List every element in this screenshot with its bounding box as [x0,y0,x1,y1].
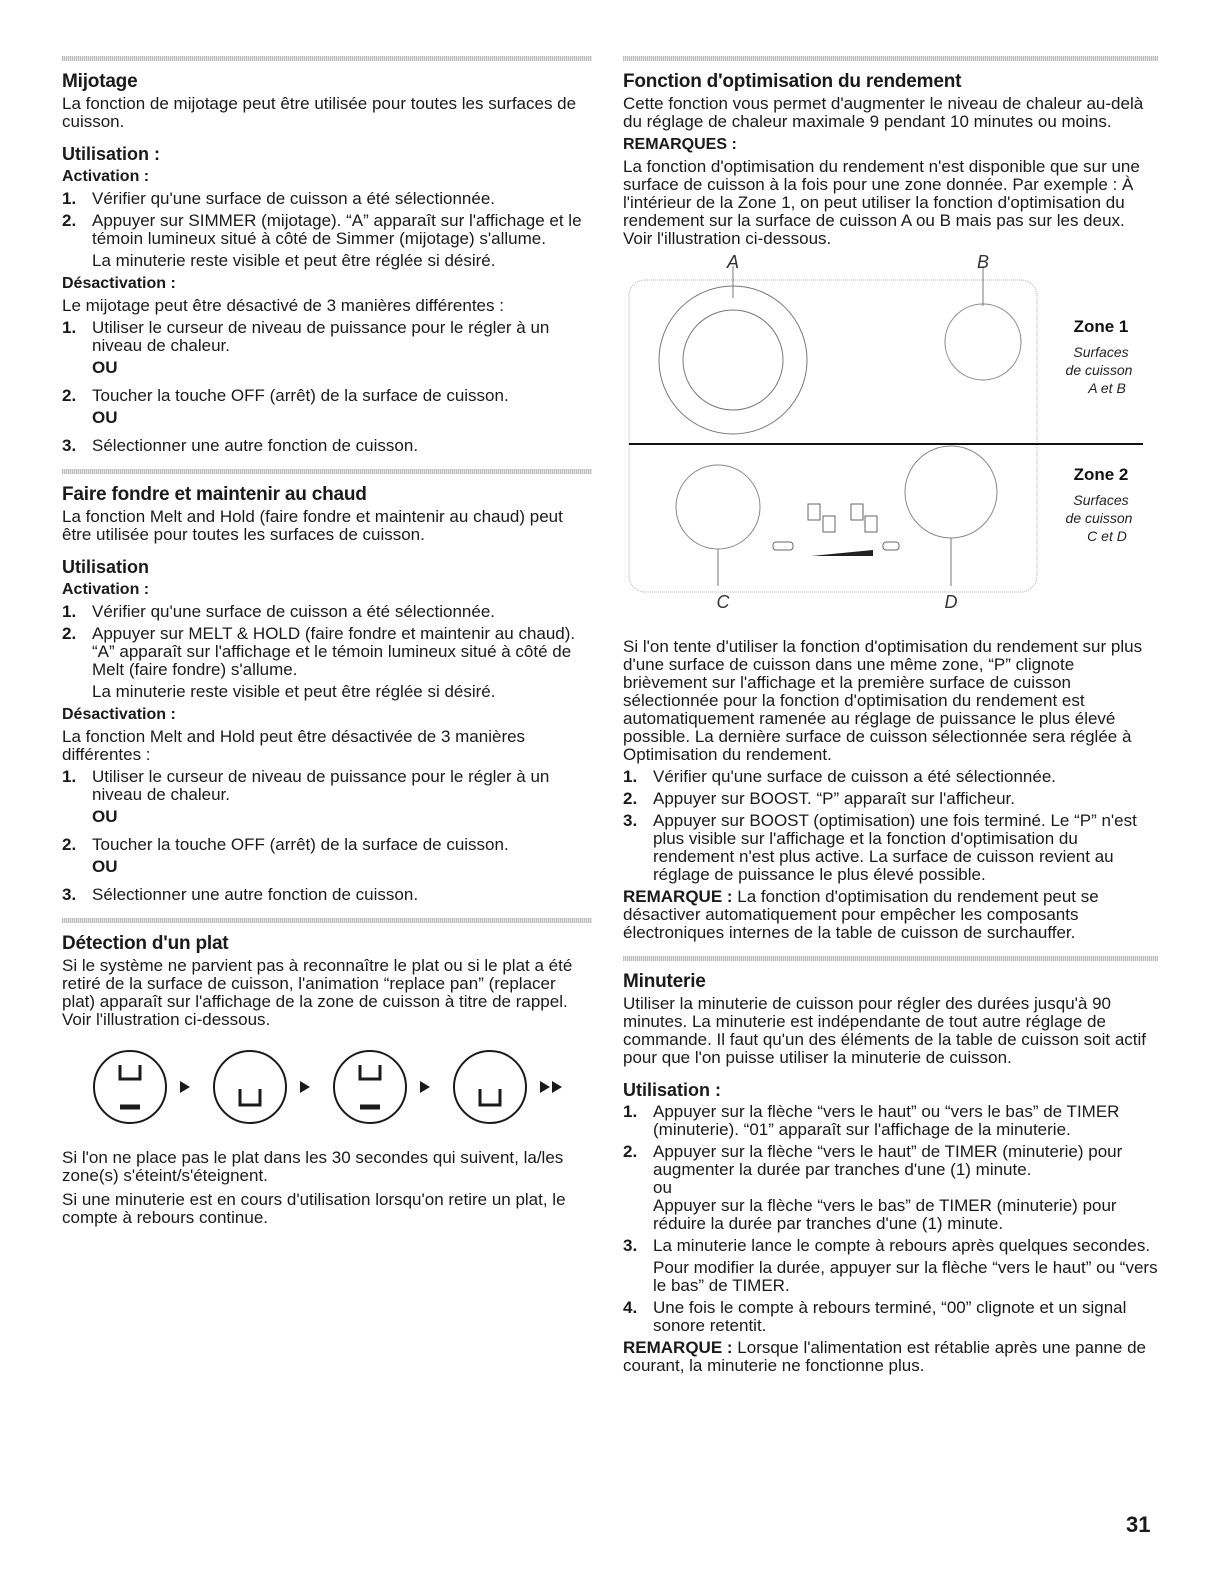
boost-intro: Cette fonction vous permet d'augmenter le niveau de chaleur au-delà du réglage de chaleur maximale 9 pendant 10 minutes ou moins. [623,94,1144,131]
arrow-right-icon [420,1081,430,1093]
section-divider [62,469,592,474]
zone-2-sub: de cuisson [1065,510,1133,526]
section-divider [62,918,592,923]
cooktop-zones-illustration [623,254,1158,626]
list-item: 2. Toucher la touche OFF (arrêt) de la surface de cuisson. [62,386,509,405]
detection-intro: Si le système ne parvient pas à reconnaître le plat ou si le plat a été retiré de la surface de cuisson, l'animation “replace pan” (replacer plat) apparaît sur l'affichage de la zone de cuisson à titre de rappel. Voir l'illustration ci-dessous. [62,956,573,1029]
minuterie-utilisation-heading: Utilisation : [623,1080,721,1100]
mijotage-desactivation-heading: Désactivation : [62,275,176,292]
list-item: 2. Appuyer sur la flèche “vers le haut” de TIMER (minuterie) pour augmenter la durée par tranches d'une (1) minute. ou Appuyer sur la flèche “vers le bas” de TIMER (minuterie) pour réduire la durée par tranches d'une (1) minute. [623,1142,1123,1233]
arrow-right-icon [300,1081,310,1093]
mijotage-timer-note: La minuterie reste visible et peut être réglée si désiré. [92,251,496,270]
zone-2-sub: Surfaces [1073,492,1129,508]
replace-pan-svg [92,1043,572,1131]
boost-title: Fonction d'optimisation du rendement [623,71,962,92]
mijotage-intro: La fonction de mijotage peut être utilisée pour toutes les surfaces de cuisson. [62,94,577,131]
arrow-right-icon [552,1081,562,1093]
surface-c-label: C [716,592,730,612]
list-item: 1. Vérifier qu'une surface de cuisson a été sélectionnée. [62,189,495,208]
cooktop-svg [623,254,1158,626]
list-item: 1. Vérifier qu'une surface de cuisson a été sélectionnée. [623,767,1056,786]
zone-1-sub: A et B [1088,380,1126,396]
list-item: 1. Appuyer sur la flèche “vers le haut” ou “vers le bas” de TIMER (minuterie). “01” apparaît sur l'affichage de la minuterie. [623,1102,1120,1139]
minuterie-intro: Utiliser la minuterie de cuisson pour régler des durées jusqu'à 90 minutes. La minuterie est indépendante de tout autre réglage de commande. Il faut qu'un des éléments de la table de cuisson soit actif pour que l'on puisse utiliser la minuterie de cuisson. [623,994,1146,1067]
list-item: 2. Appuyer sur MELT & HOLD (faire fondre et maintenir au chaud). “A” apparaît sur l'affichage et le témoin lumineux situé à côté de Melt (faire fondre) s'allume. [62,624,576,679]
or-separator: OU [92,408,118,427]
arrow-right-icon [180,1081,190,1093]
boost-remarques-heading: REMARQUES : [623,136,737,153]
melt-utilisation-heading: Utilisation [62,557,150,577]
list-item: 2. Toucher la touche OFF (arrêt) de la surface de cuisson. [62,835,509,854]
section-divider [623,56,1158,61]
list-item: 2. Appuyer sur SIMMER (mijotage). “A” apparaît sur l'affichage et le témoin lumineux situé à côté de Simmer (mijotage) s'allume. [62,211,582,248]
right-column [623,56,1158,1379]
mijotage-title: Mijotage [62,71,138,92]
list-item: 1. Utiliser le curseur de niveau de puissance pour le régler à un niveau de chaleur. [62,767,550,804]
boost-remarques-text: La fonction d'optimisation du rendement n'est disponible que sur une surface de cuisson à la fois pour une zone donnée. Par exemple : À l'intérieur de la Zone 1, on peut utiliser la fonction d'optimisation du rendement sur la surface de cuisson A ou B mais pas sur les deux. Voir l'illustration ci-dessous. [623,157,1140,248]
list-item: 3. La minuterie lance le compte à rebours après quelques secondes. [623,1236,1151,1255]
minuterie-remarque: REMARQUE : Lorsque l'alimentation est rétablie après une panne de courant, la minuterie ne fonctionne plus. [623,1338,1146,1375]
or-separator: OU [92,857,118,876]
minuterie-step3-note: Pour modifier la durée, appuyer sur la flèche “vers le haut” ou “vers le bas” de TIMER. [653,1258,1158,1295]
surface-b-label: B [976,254,990,272]
detection-p2: Si l'on ne place pas le plat dans les 30 secondes qui suivent, la/les zone(s) s'éteint/s'éteignent. [62,1148,564,1185]
zone-1-sub: Surfaces [1073,344,1129,360]
zone-2-sub: C et D [1087,528,1127,544]
list-item: 4. Une fois le compte à rebours terminé, “00” clignote et un signal sonore retentit. [623,1298,1127,1335]
minuterie-title: Minuterie [623,971,706,992]
melt-activation-heading: Activation : [62,581,150,598]
arrow-right-icon [540,1081,550,1093]
list-item: 1. Vérifier qu'une surface de cuisson a été sélectionnée. [62,602,495,621]
mijotage-activation-heading: Activation : [62,168,150,185]
detection-title: Détection d'un plat [62,933,229,954]
list-item: 1. Utiliser le curseur de niveau de puissance pour le régler à un niveau de chaleur. [62,318,550,355]
zone-1-sub: de cuisson [1065,362,1133,378]
boost-remarque: REMARQUE : La fonction d'optimisation du rendement peut se désactiver automatiquement pour empêcher les composants électroniques internes de la table de cuisson de surchauffer. [623,887,1099,942]
page-number: 31 [1126,1512,1151,1537]
or-separator: OU [92,358,118,377]
section-divider [623,956,1158,961]
zone-1-label: Zone 1 [1073,317,1129,336]
detection-p3: Si une minuterie est en cours d'utilisation lorsqu'on retire un plat, le compte à rebours continue. [62,1190,566,1227]
boost-after-figure: Si l'on tente d'utiliser la fonction d'optimisation du rendement sur plus d'une surface de cuisson dans une même zone, “P” clignote brièvement sur l'affichage et la première surface de cuisson sélectionnée pour la fonction d'optimisation du rendement est automatiquement ramenée au réglage de puissance le plus élevé possible. La dernière surface de cuisson sélectionnée sera réglée à Optimisation du rendement. [623,637,1143,764]
surface-d-label: D [944,592,958,612]
mijotage-desact-intro: Le mijotage peut être désactivé de 3 manières différentes : [62,296,504,315]
replace-pan-animation-illustration [92,1043,572,1131]
or-separator: OU [92,807,118,826]
surface-a-label: A [726,254,740,272]
list-item: 3. Sélectionner une autre fonction de cuisson. [62,436,419,455]
list-item: 2. Appuyer sur BOOST. “P” apparaît sur l'afficheur. [623,789,1015,808]
mijotage-utilisation-heading: Utilisation : [62,144,160,164]
melt-intro: La fonction Melt and Hold (faire fondre et maintenir au chaud) peut être utilisée pour toutes les surfaces de cuisson. [62,507,563,544]
list-item: 3. Sélectionner une autre fonction de cuisson. [62,885,419,904]
melt-desactivation-heading: Désactivation : [62,706,176,723]
left-column [62,56,592,1231]
section-divider [62,56,592,61]
melt-desact-intro: La fonction Melt and Hold peut être désactivée de 3 manières différentes : [62,727,526,764]
zone-2-label: Zone 2 [1073,465,1129,484]
melt-timer-note: La minuterie reste visible et peut être réglée si désiré. [92,682,496,701]
melt-title: Faire fondre et maintenir au chaud [62,484,367,505]
list-item: 3. Appuyer sur BOOST (optimisation) une fois terminé. Le “P” n'est plus visible sur l'affichage et la fonction d'optimisation du rendement n'est plus active. La surface de cuisson revient au réglage de puissance le plus élevé possible. [623,811,1137,884]
